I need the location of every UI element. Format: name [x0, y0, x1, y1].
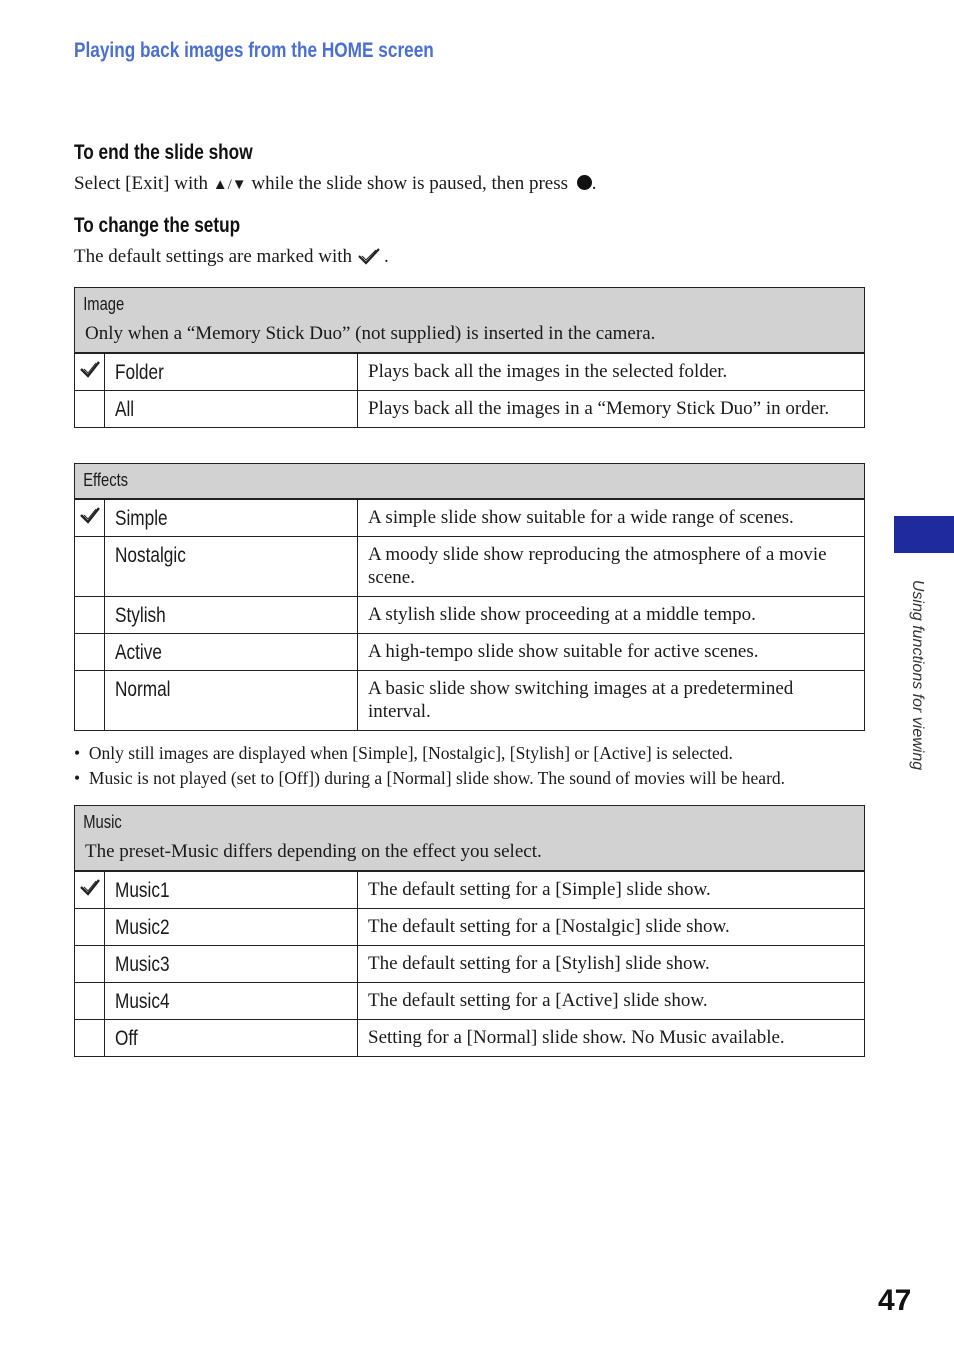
option-name: Active	[105, 634, 358, 671]
table-row[interactable]	[75, 499, 865, 537]
option-name: Folder	[105, 353, 358, 391]
side-tab	[894, 516, 954, 553]
option-name: Off	[105, 1020, 358, 1057]
table-title: Image	[83, 294, 125, 314]
table-note: The preset-Music differs depending on the effect you select.	[85, 841, 542, 862]
option-desc: The default setting for a [Stylish] slide show.	[358, 946, 865, 983]
table-row[interactable]	[75, 909, 865, 946]
end-slide-show-heading: To end the slide show	[74, 141, 253, 164]
option-desc: A stylish slide show proceeding at a middle tempo.	[358, 597, 865, 634]
image-table	[74, 287, 865, 428]
check-icon	[79, 500, 101, 530]
effects-table	[74, 463, 865, 731]
table-title: Music	[83, 812, 122, 832]
option-desc: The default setting for a [Nostalgic] slide show.	[358, 909, 865, 946]
notes-list	[74, 741, 785, 791]
list-item: • Music is not played (set to [Off]) during a [Normal] slide show. The sound of movies will be heard.	[74, 768, 786, 788]
check-icon	[79, 354, 101, 384]
option-desc: Plays back all the images in the selected folder.	[358, 353, 865, 391]
option-desc: A basic slide show switching images at a predetermined interval.	[358, 671, 865, 731]
option-desc: Setting for a [Normal] slide show. No Music available.	[358, 1020, 865, 1057]
option-desc: The default setting for a [Simple] slide show.	[358, 871, 865, 909]
table-row[interactable]	[75, 634, 865, 671]
change-setup-heading: To change the setup	[74, 214, 241, 237]
default-marker-cell	[75, 871, 105, 909]
option-desc: A simple slide show suitable for a wide range of scenes.	[358, 499, 865, 537]
image-table-header	[75, 288, 865, 354]
table-title: Effects	[83, 470, 129, 490]
table-row[interactable]	[75, 597, 865, 634]
up-down-arrows: ▲/▼	[212, 177, 247, 193]
option-desc: A high-tempo slide show suitable for active scenes.	[358, 634, 865, 671]
default-marker-cell	[75, 353, 105, 391]
table-note: Only when a “Memory Stick Duo” (not supplied) is inserted in the camera.	[85, 323, 656, 344]
table-row[interactable]	[75, 946, 865, 983]
option-name: All	[105, 391, 358, 428]
check-icon	[79, 872, 101, 902]
check-icon	[358, 247, 380, 271]
center-button-dot-icon	[577, 175, 592, 190]
option-desc: A moody slide show reproducing the atmosphere of a movie scene.	[358, 537, 865, 597]
option-name: Stylish	[105, 597, 358, 634]
table-row[interactable]	[75, 1020, 865, 1057]
table-row[interactable]	[75, 871, 865, 909]
option-name: Simple	[105, 499, 358, 537]
table-row[interactable]	[75, 671, 865, 731]
option-name: Music1	[105, 871, 358, 909]
option-name: Music3	[105, 946, 358, 983]
option-name: Music2	[105, 909, 358, 946]
table-row[interactable]	[75, 537, 865, 597]
section-header: Playing back images from the HOME screen	[74, 39, 434, 62]
option-name: Nostalgic	[105, 537, 358, 597]
end-slide-show-text: Select [Exit] with ▲/▼ while the slide show is paused, then press .	[74, 173, 597, 194]
music-table-header	[75, 806, 865, 872]
option-desc: Plays back all the images in a “Memory Stick Duo” in order.	[358, 391, 865, 428]
default-marker-cell	[75, 499, 105, 537]
page-number: 47	[878, 1284, 912, 1317]
table-row[interactable]	[75, 391, 865, 428]
list-item: • Only still images are displayed when [Simple], [Nostalgic], [Stylish] or [Active] is selected.	[74, 743, 733, 763]
option-name: Normal	[105, 671, 358, 731]
effects-table-header	[75, 464, 865, 500]
change-setup-text: The default settings are marked with .	[74, 246, 389, 271]
option-desc: The default setting for a [Active] slide show.	[358, 983, 865, 1020]
table-row[interactable]	[75, 983, 865, 1020]
option-name: Music4	[105, 983, 358, 1020]
side-label: Using functions for viewing	[909, 579, 926, 771]
table-row[interactable]	[75, 353, 865, 391]
music-table	[74, 805, 865, 1057]
